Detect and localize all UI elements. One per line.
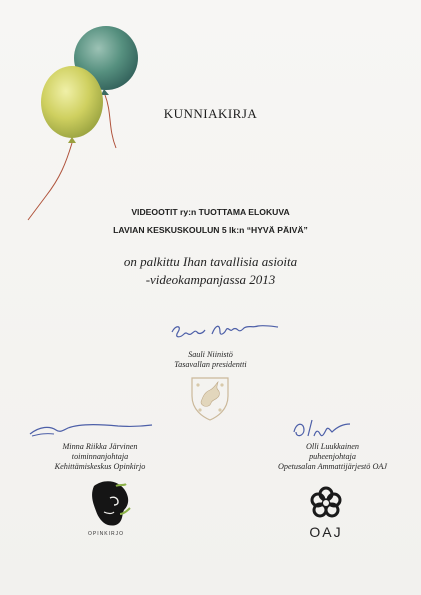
subject-line-2: LAVIAN KESKUSKOULUN 5 lk:n “HYVÄ PÄIVÄ”	[113, 225, 308, 235]
oaj-logo-text: OAJ	[309, 524, 343, 540]
certificate-title: KUNNIAKIRJA	[163, 106, 258, 121]
left-signatory-role: toiminnanjohtaja	[71, 452, 129, 461]
left-signature	[26, 420, 156, 440]
achievement-line-1: on palkittu Ihan tavallisia asioita	[123, 254, 298, 269]
left-signatory-name: Minna Riikka Järvinen	[62, 442, 138, 451]
balloons-illustration	[20, 18, 155, 238]
president-name: Sauli Niinistö	[188, 350, 233, 359]
right-signatory-role: puheenjohtaja	[309, 452, 356, 461]
left-signatory-organization: Kehittämiskeskus Opinkirjo	[54, 462, 146, 471]
subject-line-1: VIDEOOTIT ry:n TUOTTAMA ELOKUVA	[131, 207, 290, 217]
oaj-logo-icon	[307, 484, 345, 522]
president-signature	[168, 318, 288, 344]
president-title: Tasavallan presidentti	[174, 360, 247, 369]
right-signatory-organization: Opetusalan Ammattijärjestö OAJ	[277, 462, 387, 471]
right-signature	[288, 418, 378, 442]
right-signatory-name: Olli Luukkainen	[306, 442, 359, 451]
opinkirjo-logo-text: OPINKIRJO	[88, 531, 124, 537]
yellow-balloon	[28, 66, 103, 220]
achievement-line-2: -videokampanjassa 2013	[145, 272, 276, 287]
finland-coat-of-arms-icon	[187, 372, 233, 422]
